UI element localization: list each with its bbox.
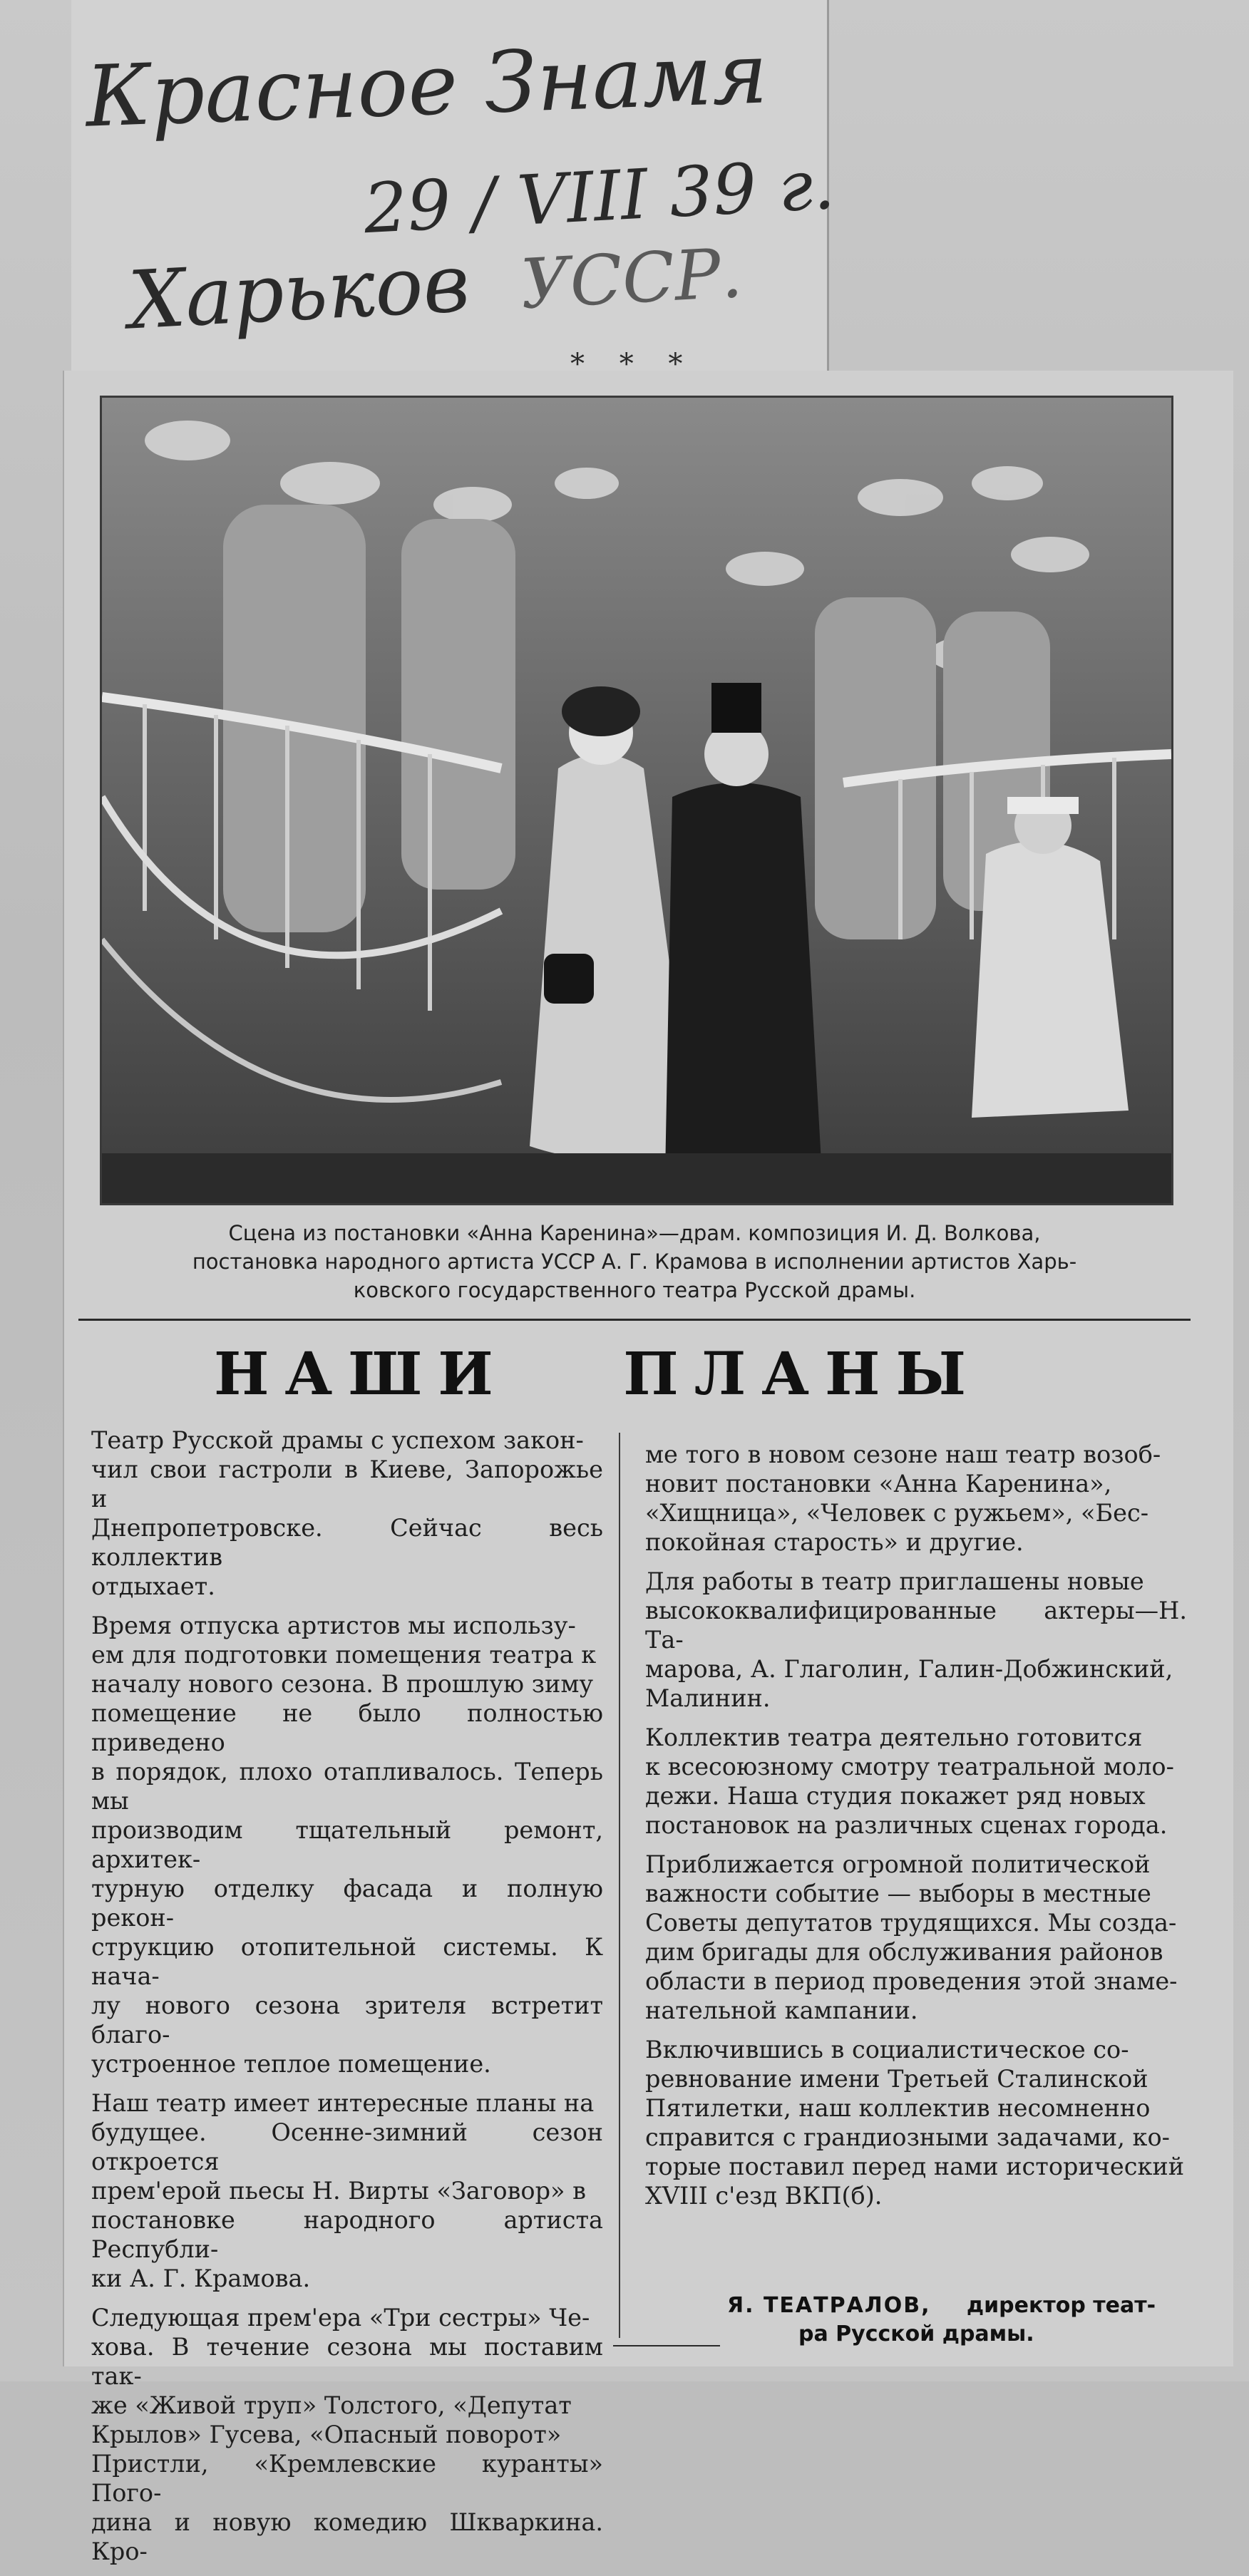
article-column-left (91, 1426, 603, 2576)
handwritten-newspaper-name: Красное Знамя (83, 24, 770, 146)
stage-photo (100, 396, 1173, 1205)
article-paragraph: Наш театр имеет интересные планы на будущее. Осенне-зимний сезон откроется прем'ерой пьесы Н. Вирты «Заговор» в постановке народного артиста Республи- ки А. Г. Крамова. (91, 2089, 603, 2292)
caption-line: ковского государственного театра Русской драмы. (353, 1278, 916, 1302)
article-paragraph: Следующая прем'ера «Три сестры» Че- хова. В течение сезона мы поставим так- же «Живой труп» Толстого, «Депутат Крылов» Гусева, «Опасный поворот» Пристли, «Кремлевские куранты» Пого- дина и новую комедию Шкваркина. Кро- (91, 2304, 603, 2565)
photo-caption (86, 1219, 1183, 1304)
bottom-rule (613, 2345, 720, 2346)
caption-line: Сцена из постановки «Анна Каренина»—драм. композиция И. Д. Волкова, (228, 1221, 1041, 1245)
article-paragraph: Приближается огромной политической важности событие — выборы в местные Советы депутатов трудящихся. Мы созда- дим бригады для обслуживания районов области в период проведения этой знаме- нательной кампании. (645, 1850, 1178, 2024)
article-column-right (645, 1440, 1187, 2220)
article-headline: НАШИ ПЛАНЫ (214, 1340, 982, 1408)
separator-stars: * * * (570, 348, 696, 381)
article-paragraph: ме того в новом сезоне наш театр возоб- новит постановки «Анна Каренина», «Хищница», «Человек с ружьем», «Бес- покойная старость» и другие. (645, 1441, 1161, 1556)
article-signature (727, 2292, 1198, 2349)
stage-photo-illustration (102, 398, 1171, 1203)
handwritten-city: Харьков (125, 237, 472, 348)
column-separator (619, 1433, 620, 2338)
author-role: директор теат- (966, 2293, 1156, 2318)
article-paragraph: Время отпуска артистов мы использу- ем для подготовки помещения театра к началу нового сезона. В прошлую зиму помещение не было полностью приведено в порядок, плохо отапливалось. Теперь мы производим тщательный ремонт, архитек- турную отделку фасада и полную рекон- струкцию отопительной системы. К нача- лу нового сезона зрителя встретит благо- устроенное теплое помещение. (91, 1612, 603, 2078)
article-paragraph: Коллектив театра деятельно готовится к всесоюзному смотру театральной моло- дежи. Наша студия покажет ряд новых постановок на различных сценах города. (645, 1724, 1174, 1839)
caption-line: постановка народного артиста УССР А. Г. Крамова в исполнении артистов Харь- (192, 1250, 1077, 1274)
handwritten-republic: УССР. (518, 232, 745, 325)
author-role-continued: ра Русской драмы. (798, 2322, 1034, 2346)
article-paragraph: Для работы в театр приглашены новые высококвалифицированные актеры—Н. Та- марова, А. Глаголин, Галин-Добжинский, Малинин. (645, 1567, 1187, 1712)
author-name: Я. ТЕАТРАЛОВ, (727, 2293, 931, 2318)
article-paragraph: Включившись в социалистическое со- ревнование имени Третьей Сталинской Пятилетки, наш коллектив несомненно справится с грандиозными задачами, ко- торые поставил перед нами исторический XVIII с'езд ВКП(б). (645, 2036, 1185, 2210)
divider-rule (78, 1319, 1191, 1321)
article-paragraph: Театр Русской драмы с успехом закон- чил свои гастроли в Киеве, Запорожье и Днепропетровске. Сейчас весь коллектив отдыхает. (91, 1426, 603, 1600)
handwritten-date: 29 / VIII 39 г. (361, 144, 837, 249)
